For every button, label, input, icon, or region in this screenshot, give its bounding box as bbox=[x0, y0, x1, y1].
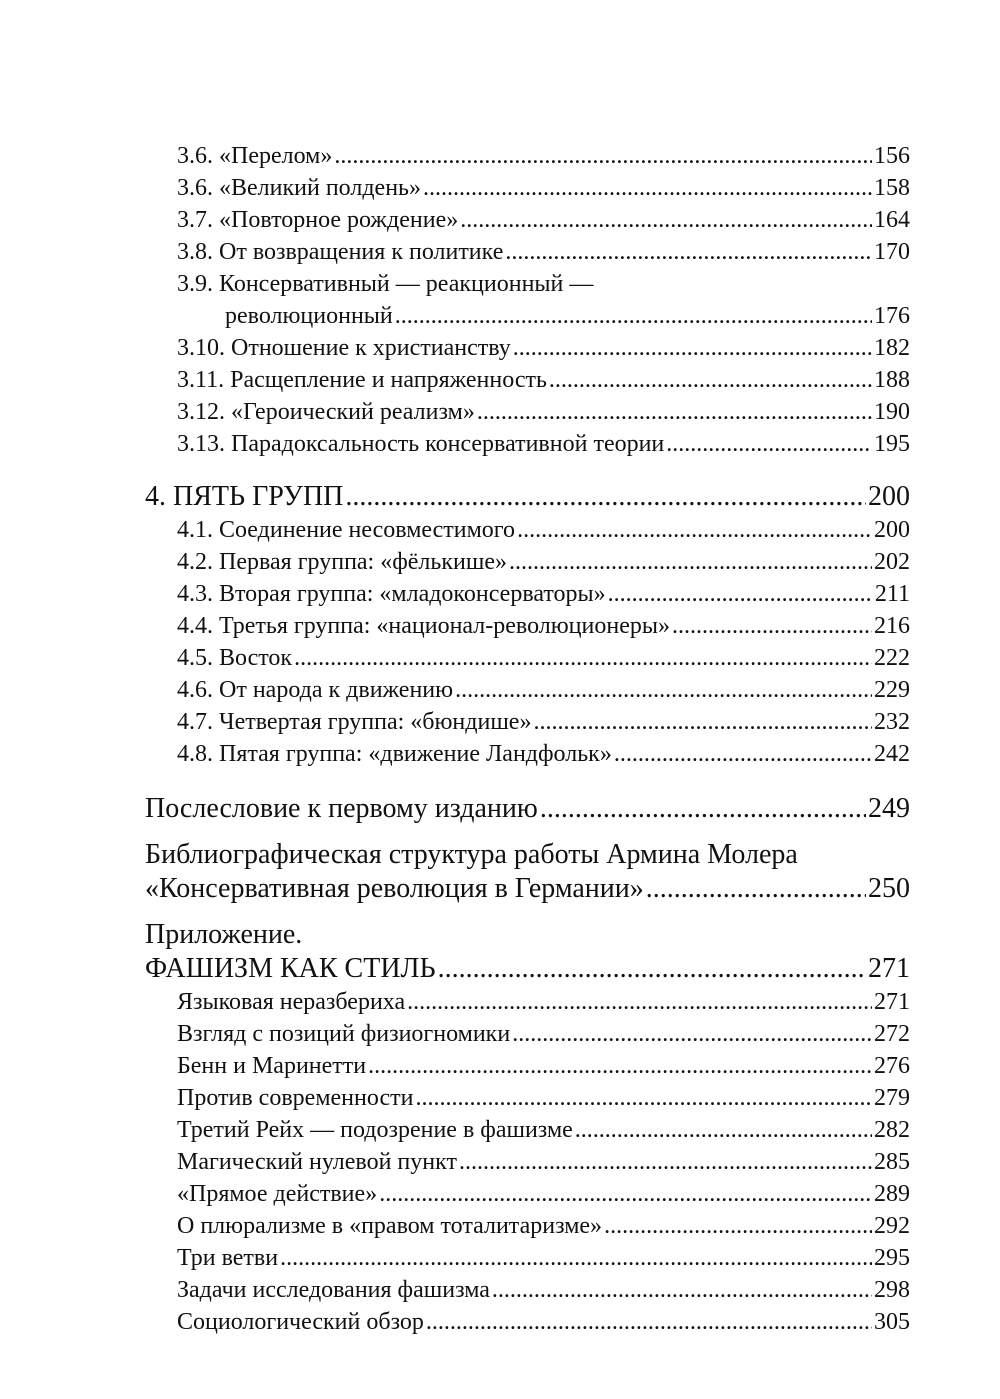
toc-entry-title: О плюрализме в «правом тоталитаризме» bbox=[177, 1213, 603, 1239]
toc-entry-title-line1[interactable]: 3.9. Консервативный — реакционный — bbox=[177, 271, 594, 297]
leader-dots bbox=[604, 1210, 872, 1242]
toc-entry[interactable] bbox=[145, 1082, 910, 1114]
toc-entry-page: 242 bbox=[874, 741, 910, 767]
toc-entry[interactable] bbox=[145, 1274, 910, 1306]
toc-entry-title: 4.4. Третья группа: «национал-революционеры» bbox=[177, 613, 670, 639]
leader-dots bbox=[512, 1018, 872, 1050]
toc-entry-page: 156 bbox=[874, 143, 910, 169]
toc-entry-page: 272 bbox=[874, 1021, 910, 1047]
toc-entry-page: 289 bbox=[874, 1181, 910, 1207]
toc-entry-title: 3.13. Парадоксальность консервативной теории bbox=[177, 431, 665, 457]
toc-afterword-title: Послесловие к первому изданию bbox=[145, 793, 538, 824]
leader-dots bbox=[415, 1082, 872, 1114]
leader-dots bbox=[455, 674, 872, 706]
toc-entry[interactable] bbox=[145, 364, 910, 396]
leader-dots bbox=[614, 738, 872, 770]
toc-entry-page: 295 bbox=[874, 1245, 910, 1271]
toc-entry-title: 4.2. Первая группа: «фёлькише» bbox=[177, 549, 507, 575]
toc-entry-title: 4.5. Восток bbox=[177, 645, 293, 671]
toc-entry-page: 292 bbox=[874, 1213, 910, 1239]
toc-afterword-page: 249 bbox=[868, 793, 910, 824]
toc-appendix[interactable] bbox=[145, 952, 910, 986]
toc-entry-title: 3.7. «Повторное рождение» bbox=[177, 207, 459, 233]
toc-entry-page: 285 bbox=[874, 1149, 910, 1175]
leader-dots bbox=[426, 1306, 872, 1338]
toc-entry[interactable] bbox=[145, 1146, 910, 1178]
toc-chapter-page: 200 bbox=[868, 481, 910, 512]
leader-dots bbox=[509, 546, 872, 578]
toc-entry-title: 4.6. От народа к движению bbox=[177, 677, 454, 703]
toc-entry[interactable] bbox=[145, 204, 910, 236]
toc-entry-title: Третий Рейх — подозрение в фашизме bbox=[177, 1117, 573, 1143]
leader-dots bbox=[423, 172, 872, 204]
toc-entry[interactable] bbox=[145, 738, 910, 770]
toc-entry[interactable] bbox=[145, 1210, 910, 1242]
toc-entry-page: 305 bbox=[874, 1309, 910, 1335]
leader-dots bbox=[477, 396, 872, 428]
toc-entry-title: 3.8. От возвращения к политике bbox=[177, 239, 504, 265]
toc-entry[interactable] bbox=[145, 986, 910, 1018]
toc-appendix-page: 271 bbox=[868, 953, 910, 984]
toc-bibliography[interactable] bbox=[145, 872, 910, 906]
toc-appendix-label: Приложение. bbox=[145, 919, 303, 950]
leader-dots bbox=[646, 872, 866, 906]
toc-bibliography-line2: «Консервативная революция в Германии» bbox=[145, 873, 644, 904]
table-of-contents bbox=[145, 140, 910, 1338]
leader-dots bbox=[345, 480, 866, 514]
toc-entry[interactable] bbox=[145, 1242, 910, 1274]
toc-entry-page: 222 bbox=[874, 645, 910, 671]
toc-entry-title: Три ветви bbox=[177, 1245, 279, 1271]
toc-entry-title: 3.10. Отношение к христианству bbox=[177, 335, 511, 361]
toc-entry-page: 229 bbox=[874, 677, 910, 703]
toc-entry[interactable] bbox=[145, 674, 910, 706]
toc-entry[interactable] bbox=[145, 706, 910, 738]
toc-appendix-title: ФАШИЗМ КАК СТИЛЬ bbox=[145, 953, 436, 984]
toc-entry[interactable] bbox=[145, 428, 910, 460]
toc-entry[interactable] bbox=[145, 236, 910, 268]
leader-dots bbox=[608, 578, 873, 610]
toc-chapter-title: 4. ПЯТЬ ГРУПП bbox=[145, 481, 344, 512]
toc-entry-title: 4.3. Вторая группа: «младоконсерваторы» bbox=[177, 581, 606, 607]
toc-entry-title: Бенн и Маринетти bbox=[177, 1053, 367, 1079]
toc-entry-page: 276 bbox=[874, 1053, 910, 1079]
leader-dots bbox=[459, 1146, 872, 1178]
leader-dots bbox=[280, 1242, 872, 1274]
toc-entry[interactable] bbox=[145, 1178, 910, 1210]
toc-entry[interactable] bbox=[145, 1050, 910, 1082]
leader-dots bbox=[438, 952, 866, 986]
leader-dots bbox=[513, 332, 872, 364]
toc-bibliography-line1[interactable]: Библиографическая структура работы Армина Молера bbox=[145, 839, 798, 870]
toc-entry[interactable] bbox=[145, 1114, 910, 1146]
leader-dots bbox=[575, 1114, 872, 1146]
leader-dots bbox=[672, 610, 872, 642]
toc-entry-page: 211 bbox=[874, 581, 910, 607]
leader-dots bbox=[379, 1178, 872, 1210]
leader-dots bbox=[492, 1274, 872, 1306]
leader-dots bbox=[395, 300, 872, 332]
toc-entry-title: 3.6. «Великий полдень» bbox=[177, 175, 421, 201]
toc-entry-title: Взгляд с позиций физиогномики bbox=[177, 1021, 511, 1047]
toc-entry-page: 190 bbox=[874, 399, 910, 425]
toc-entry-page: 182 bbox=[874, 335, 910, 361]
toc-entry-page: 298 bbox=[874, 1277, 910, 1303]
toc-entry-page: 176 bbox=[874, 303, 910, 329]
toc-entry-title: Задачи исследования фашизма bbox=[177, 1277, 490, 1303]
toc-entry[interactable] bbox=[145, 172, 910, 204]
toc-entry[interactable] bbox=[145, 610, 910, 642]
toc-chapter[interactable] bbox=[145, 480, 910, 514]
toc-entry-title: 3.12. «Героический реализм» bbox=[177, 399, 475, 425]
toc-entry-title: 4.8. Пятая группа: «движение Ландфольк» bbox=[177, 741, 612, 767]
toc-entry[interactable] bbox=[145, 1306, 910, 1338]
toc-entry[interactable] bbox=[145, 300, 910, 332]
leader-dots bbox=[407, 986, 872, 1018]
toc-entry-title-continued: революционный bbox=[225, 303, 393, 329]
toc-entry[interactable] bbox=[145, 1018, 910, 1050]
toc-entry-title: «Прямое действие» bbox=[177, 1181, 378, 1207]
toc-entry-page: 216 bbox=[874, 613, 910, 639]
toc-entry[interactable] bbox=[145, 396, 910, 428]
leader-dots bbox=[540, 792, 866, 826]
toc-entry-page: 188 bbox=[874, 367, 910, 393]
toc-entry[interactable] bbox=[145, 332, 910, 364]
toc-entry-page: 158 bbox=[874, 175, 910, 201]
toc-entry[interactable] bbox=[145, 546, 910, 578]
toc-entry-title: Магический нулевой пункт bbox=[177, 1149, 457, 1175]
toc-afterword[interactable] bbox=[145, 792, 910, 826]
toc-entry-title: 3.11. Расщепление и напряженность bbox=[177, 367, 547, 393]
toc-entry-page: 202 bbox=[874, 549, 910, 575]
toc-entry-title: Языковая неразбериха bbox=[177, 989, 406, 1015]
toc-entry-page: 232 bbox=[874, 709, 910, 735]
leader-dots bbox=[666, 428, 872, 460]
leader-dots bbox=[533, 706, 872, 738]
toc-entry-title: Социологический обзор bbox=[177, 1309, 424, 1335]
toc-entry[interactable] bbox=[145, 578, 910, 610]
toc-entry[interactable] bbox=[145, 642, 910, 674]
toc-entry[interactable] bbox=[145, 514, 910, 546]
toc-entry-page: 282 bbox=[874, 1117, 910, 1143]
leader-dots bbox=[368, 1050, 872, 1082]
leader-dots bbox=[460, 204, 872, 236]
toc-entry-page: 195 bbox=[874, 431, 910, 457]
toc-entry-title: 3.6. «Перелом» bbox=[177, 143, 333, 169]
toc-entry-page: 271 bbox=[874, 989, 910, 1015]
toc-entry-page: 200 bbox=[874, 517, 910, 543]
toc-entry-title: 4.7. Четвертая группа: «бюндише» bbox=[177, 709, 532, 735]
leader-dots bbox=[549, 364, 872, 396]
toc-entry-page: 170 bbox=[874, 239, 910, 265]
leader-dots bbox=[505, 236, 872, 268]
toc-entry-title: Против современности bbox=[177, 1085, 414, 1111]
leader-dots bbox=[334, 140, 872, 172]
toc-entry[interactable] bbox=[145, 140, 910, 172]
toc-entry-page: 164 bbox=[874, 207, 910, 233]
leader-dots bbox=[294, 642, 872, 674]
leader-dots bbox=[517, 514, 872, 546]
toc-entry-page: 279 bbox=[874, 1085, 910, 1111]
toc-bibliography-page: 250 bbox=[868, 873, 910, 904]
toc-entry-title: 4.1. Соединение несовместимого bbox=[177, 517, 516, 543]
